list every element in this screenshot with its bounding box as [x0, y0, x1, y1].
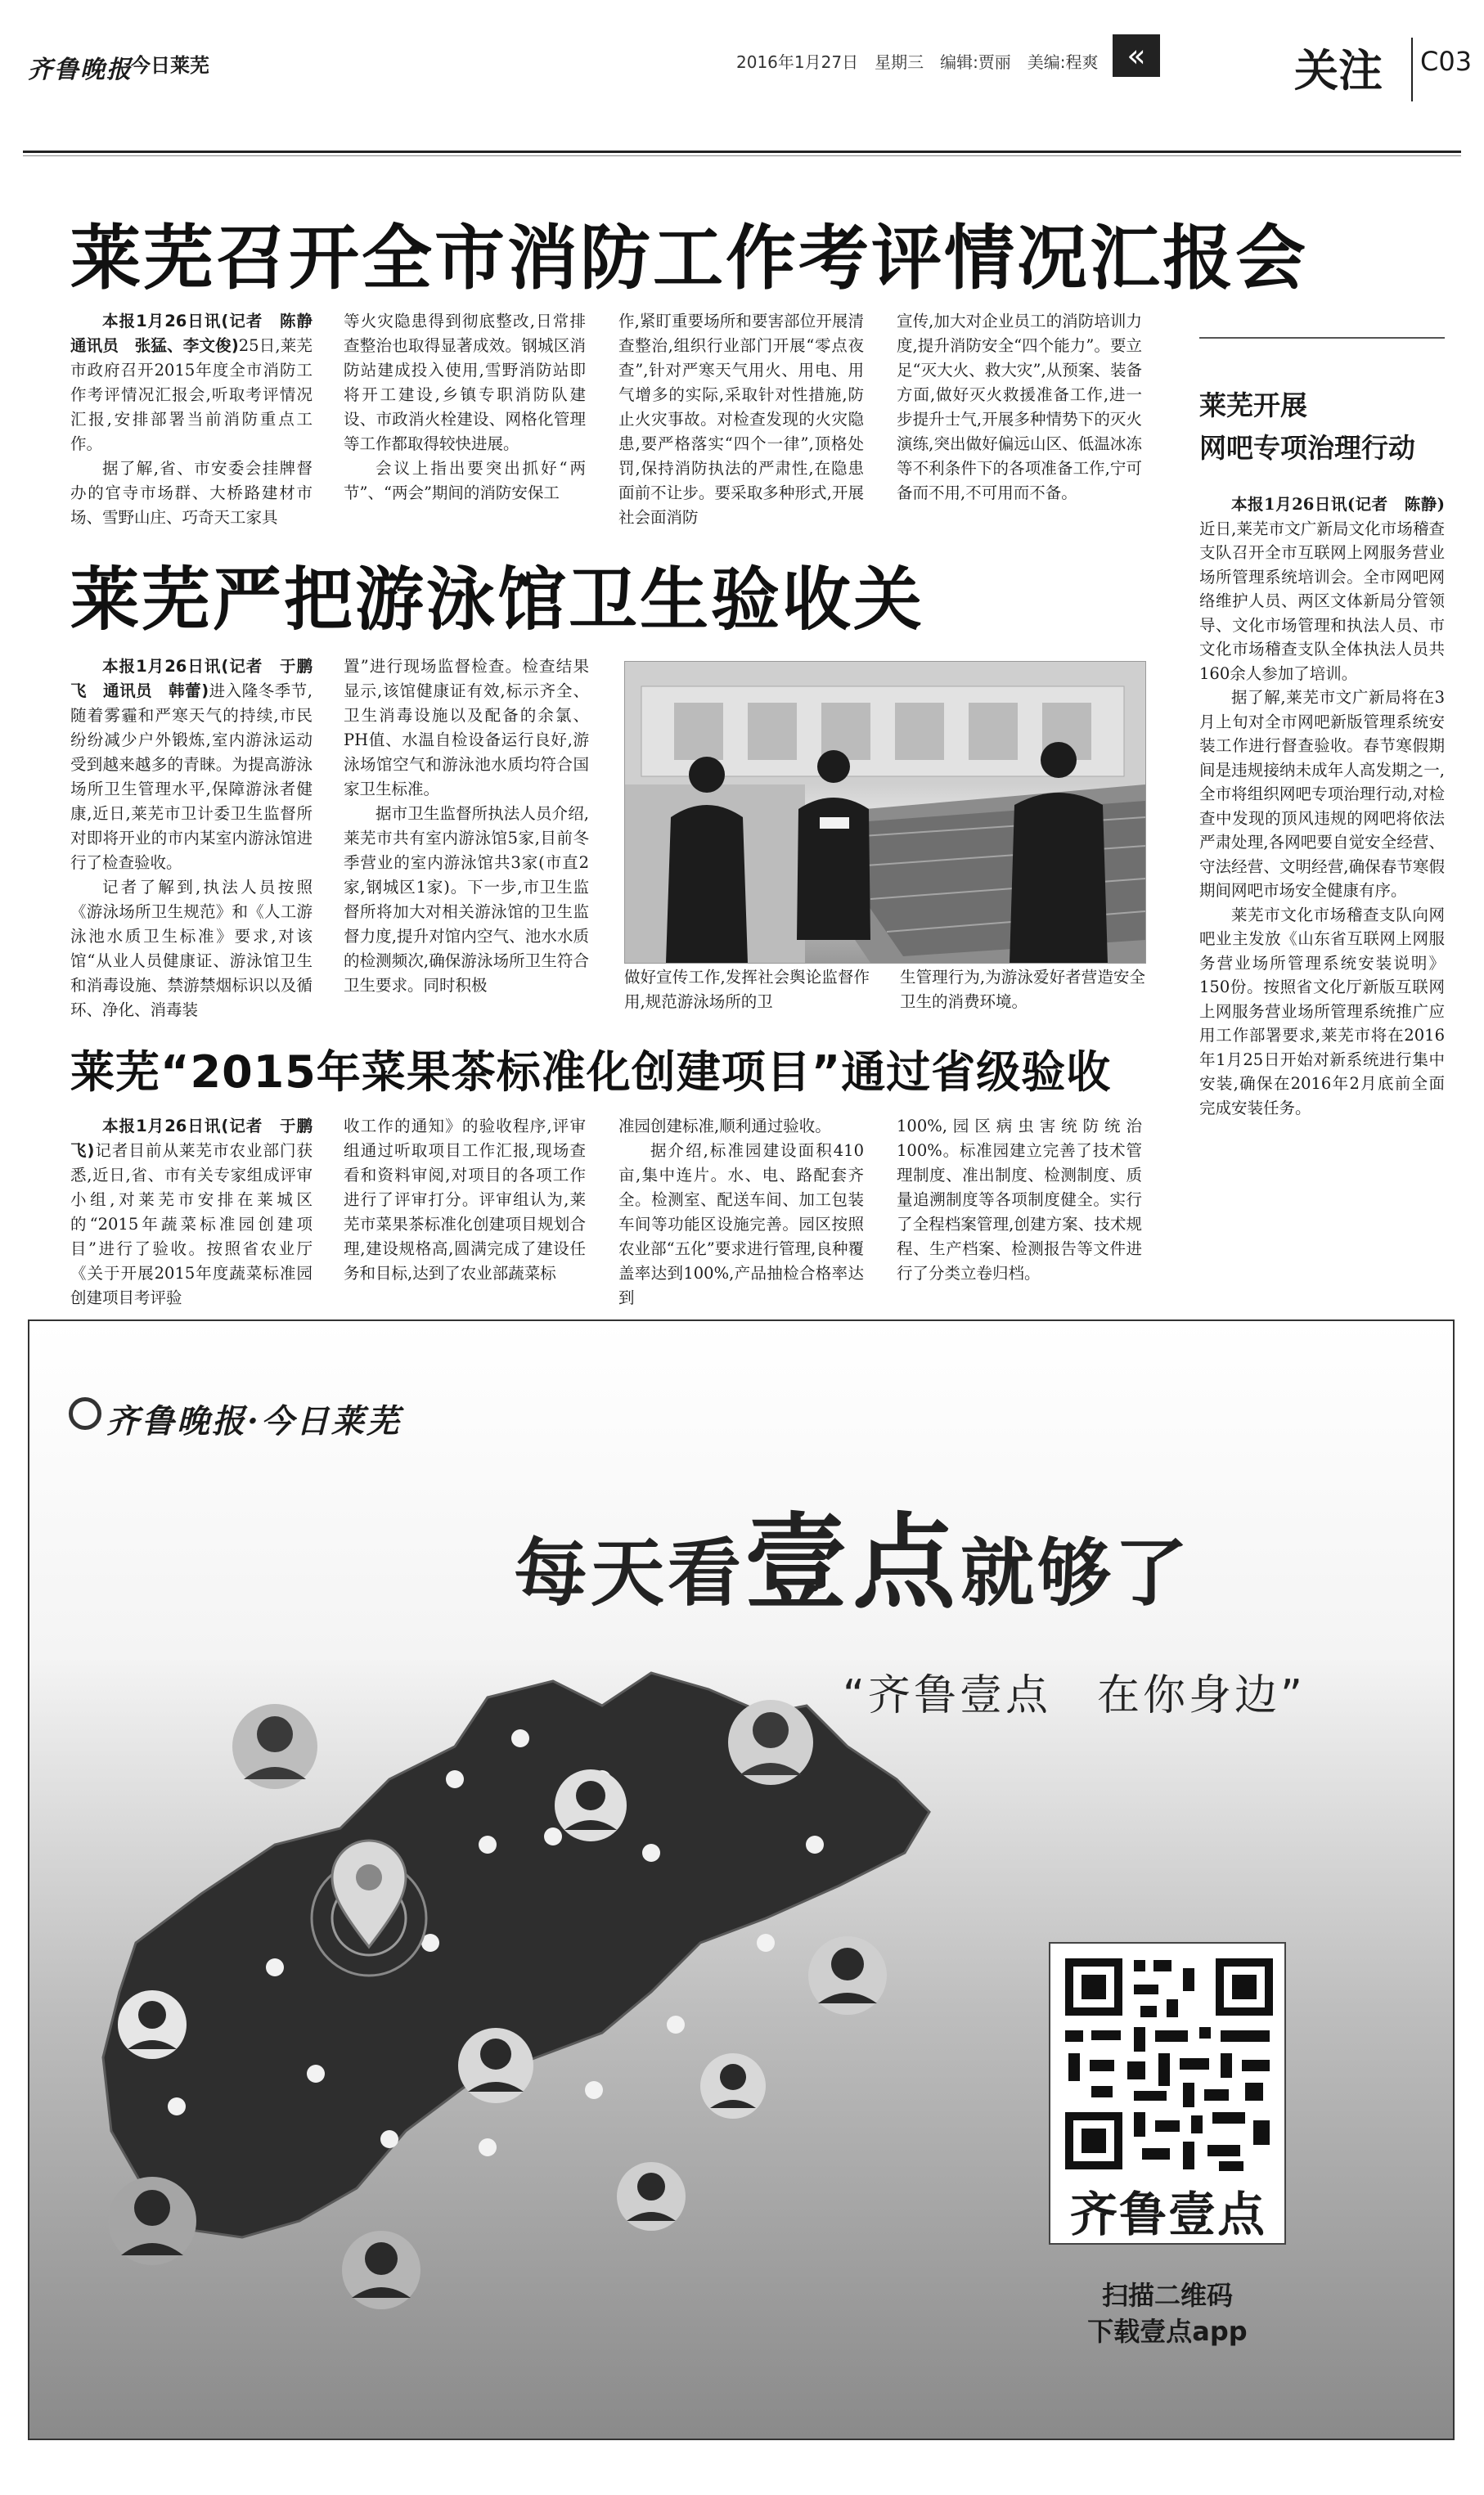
chevron-left-icon: « [1113, 34, 1160, 77]
ad-subtitle: “齐鲁壹点 在你身边” [843, 1671, 1306, 1720]
sidebar-headline-line1: 莱芜开展 [1199, 389, 1307, 421]
article3-paragraph: 收工作的通知》的验收程序,评审组通过听取项目工作汇报,现场查看和资料审阅,对项目的各项工作进行了评审打分。评审组认为,莱芜市菜果茶标准化创建项目规划合理,建设规格高,圆满完成了建设任务和目标,达到了农业部蔬菜标 [344, 1117, 586, 1283]
section-name: 今日莱芜 [131, 54, 209, 77]
qr-code-icon [1052, 1952, 1286, 2181]
article1-paragraph: 据了解,省、市安委会挂牌督办的官寺市场群、大桥路建材市场、雪野山庄、巧奇天工家具 [70, 459, 313, 527]
article2-column-1 [70, 654, 313, 1023]
article2-under-photo-1 [624, 965, 870, 1014]
ad-slogan-part-b: 壹点 [744, 1503, 960, 1623]
swimming-pool-photo-illustration [625, 662, 1145, 963]
article3-column-2 [344, 1114, 586, 1286]
qr-brand: 齐鲁壹点 [1069, 2187, 1266, 2242]
article2-under-photo-2 [900, 965, 1145, 1014]
sidebar-paragraph: 莱芜市文化市场稽查支队向网吧业主发放《山东省互联网上网服务营业场所管理系统安装说明》150份。按照省文化厅新版互联网上网服务营业场所管理系统推广应用工作部署要求,莱芜市将在2016年1月25日开始对新系统进行集中安装,确保在2016年2月底前全面完成安装任务。 [1199, 905, 1445, 1117]
article1-column-1 [70, 309, 329, 530]
article3-byline: 本报1月26日讯(记者 于鹏飞) [70, 1117, 313, 1160]
article1-byline: 本报1月26日讯(记者 陈静 通讯员 张猛、李文俊) [70, 312, 329, 355]
sidebar-rule [1199, 337, 1445, 339]
swimming-pool-photo [624, 661, 1146, 964]
article2-paragraph: 记者了解到,执法人员按照《游泳场所卫生规范》和《人工游泳池水质卫生标准》要求,对该馆“从业人员健康证、游泳馆卫生和消毒设施、禁游禁烟标识以及循环、净化、消毒装 [70, 878, 313, 1019]
ad-slogan-part-a: 每天看 [514, 1531, 744, 1616]
article2-paragraph: 据市卫生监督所执法人员介绍,莱芜市共有室内游泳馆5家,目前冬季营业的室内游泳馆共3家(市直2家,钢城区1家)。下一步,市卫生监督所将加大对相关游泳馆的卫生监督力度,提升对馆内空气、池水水质的检测频次,确保游泳场所卫生符合卫生要求。同时积极 [344, 804, 589, 995]
article3-headline: 莱芜“2015年菜果茶标准化创建项目”通过省级验收 [70, 1046, 1112, 1098]
article3-lead: 记者目前从莱芜市农业部门获悉,近日,省、市有关专家组成评审小组,对莱芜市安排在莱城区的“2015年蔬菜标准园创建项目”进行了验收。按照省农业厅《关于开展2015年度蔬菜标准园创建项目考评验 [70, 1141, 313, 1307]
page-number: C03 [1420, 46, 1473, 77]
qr-caption-line1: 扫描二维码 [1101, 2280, 1233, 2311]
article2-paragraph: 做好宣传工作,发挥社会舆论监督作用,规范游泳场所的卫 [624, 968, 870, 1011]
article1-paragraph: 作,紧盯重要场所和要害部位开展清查整治,组织行业部门开展“零点夜查”,针对严寒天气用火、用电、用气增多的实际,采取针对性措施,防止火灾事故。对检查发现的火灾隐患,要严格落实“四个一律”,顶格处罚,保持消防执法的严肃性,在隐患面前不让步。要采取多种形式,开展社会面消防 [618, 312, 864, 527]
sidebar-body [1199, 492, 1445, 1120]
sidebar-paragraph: 据了解,莱芜市文广新局将在3月上旬对全市网吧新版管理系统安装工作进行督查验收。春节寒假期间是违规接纳未成年人高发期之一,全市将组织网吧专项治理行动,对检查中发现的顶风违规的网吧将依法严肃处理,各网吧要自觉安全经营、守法经营、文明经营,确保春节寒假期间网吧市场安全健康有序。 [1199, 688, 1445, 900]
article2-lead: 进入隆冬季节,随着雾霾和严寒天气的持续,市民纷纷减少户外锻炼,室内游泳运动受到越来越多的青睐。为提高游泳场所卫生管理水平,保障游泳者健康,近日,莱芜市卫计委卫生监督所对即将开业的市内某室内游泳馆进行了检查验收。 [70, 681, 313, 872]
article1-headline: 莱芜召开全市消防工作考评情况汇报会 [70, 218, 1308, 299]
header-divider [1411, 38, 1413, 101]
header-rule [23, 151, 1461, 153]
sidebar-byline: 本报1月26日讯(记者 陈静) [1231, 495, 1445, 514]
qr-caption-line2: 下载壹点app [1087, 2316, 1248, 2347]
article1-paragraph: 宣传,加大对企业员工的消防培训力度,提升消防安全“四个能力”。要立足“灭大火、救大灾”,从预案、装备方面,做好灭火救援准备工作,进一步提升士气,开展多种情势下的灭火演练,突出做好偏远山区、低温冰冻等不利条件下的各项准备工作,宁可备而不用,不可用而不备。 [897, 312, 1142, 502]
article1-paragraph: 会议上指出要突出抓好“两节”、“两会”期间的消防安保工 [344, 459, 586, 502]
sidebar-headline [1199, 384, 1415, 470]
article2-byline: 本报1月26日讯(记者 于鹏飞 通讯员 韩蕾) [70, 657, 313, 700]
sidebar-headline-line2: 网吧专项治理行动 [1199, 432, 1415, 464]
issue-meta: 2016年1月27日 星期三 编辑:贾丽 美编:程爽 [736, 52, 1099, 72]
article1-column-4 [897, 309, 1142, 506]
sidebar-paragraph: 近日,莱芜市文广新局文化市场稽查支队召开全市互联网上网服务营业场所管理系统培训会。全市网吧网络维护人员、两区文体新局分管领导、文化市场管理和执法人员、市文化市场稽查支队全体执法人员共160余人参加了培训。 [1199, 519, 1445, 683]
article3-column-4 [897, 1114, 1142, 1286]
ad-logo: 齐鲁晚报·今日莱芜 [106, 1402, 402, 1441]
article3-paragraph: 准园创建标准,顺利通过验收。 [618, 1117, 831, 1135]
header-rule-thin [23, 155, 1461, 156]
paper-logo-icon [69, 1397, 101, 1430]
article3-paragraph: 据介绍,标准园建设面积410亩,集中连片。水、电、路配套齐全。检测室、配送车间、加工包装车间等功能区设施完善。园区按照农业部“五化”要求进行管理,良种覆盖率达到100%,产品抽检合格率达到 [618, 1141, 864, 1307]
column-title: 关注 [1294, 45, 1383, 97]
article2-headline: 莱芜严把游泳馆卫生验收关 [70, 560, 925, 640]
ad-slogan [514, 1481, 1191, 1629]
article3-column-1 [70, 1114, 313, 1310]
article2-paragraph: 置”进行现场监督检查。检查结果显示,该馆健康证有效,标示齐全、卫生消毒设施以及配备的余氯、PH值、水温自检设备运行良好,游泳场馆空气和游泳池水质均符合国家卫生标准。 [344, 657, 589, 798]
article1-column-2 [344, 309, 586, 506]
ad-slogan-part-c: 就够了 [960, 1531, 1191, 1616]
article3-column-3 [618, 1114, 864, 1310]
article2-paragraph: 生管理行为,为游泳爱好者营造安全卫生的消费环境。 [900, 968, 1145, 1011]
article3-paragraph: 100%,园区病虫害统防统治100%。标准园建立完善了技术管理制度、准出制度、检测制度、质量追溯制度等各项制度健全。实行了全程档案管理,创建方案、技术规程、生产档案、检测报告等文件进行了分类立卷归档。 [897, 1117, 1142, 1283]
masthead-logo: 齐鲁晚报 [28, 56, 133, 84]
article2-column-2 [344, 654, 589, 998]
qr-caption [1049, 2277, 1286, 2349]
article1-paragraph: 等火灾隐患得到彻底整改,日常排查整治也取得显著成效。钢城区消防站建成投入使用,雪野消防站即将开工建设,乡镇专职消防队建设、市政消火栓建设、网格化管理等工作都取得较快进展。 [344, 312, 586, 453]
article1-column-3 [618, 309, 864, 530]
article1-lead: 25日,莱芜市政府召开2015年度全市消防工作考评情况汇报会,听取考评情况汇报,安排部署当前消防重点工作。 [70, 336, 313, 453]
